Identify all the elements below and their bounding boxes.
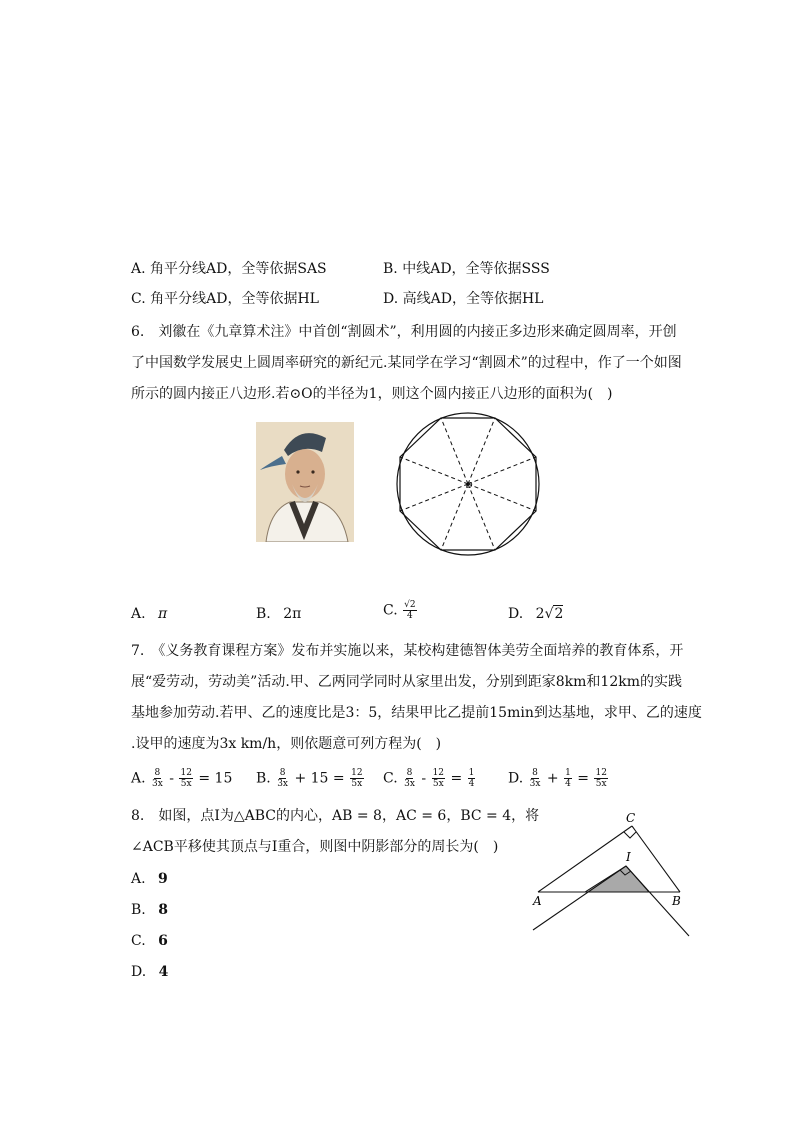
option-text: 4 [158,964,169,980]
option-label: A. [131,871,146,887]
q5-option-a [131,260,327,278]
option-label: A. [131,261,146,277]
label-c: C [626,811,636,825]
option-text: 角平分线AD，全等依据HL [150,291,319,307]
option-label: A. [131,770,146,787]
option-label: D. [508,606,524,622]
q7-option-a: A. $\frac{8}{3x}$ - $\frac{12}{5x}$ = 15 [131,768,233,789]
q7-line-3: 基地参加劳动.若甲、乙的速度比是3：5，结果甲比乙提前15min到达基地，求甲、乙的速度 [131,705,702,721]
label-b: B [672,894,681,908]
q7-option-d: D. $\frac{8}{3x}$ + $\frac{1}{4}$ = $\frac{12}{5x}$ [508,768,607,789]
q7-line-1: 7. 《义务教育课程方案》发布并实施以来，某校构建德智体美劳全面培养的教育体系，开 [131,643,684,659]
option-label: A. [131,606,146,622]
q7-option-c: C. $\frac{8}{3x}$ - $\frac{12}{5x}$ = $\frac{1}{4}$ [383,768,475,789]
q7-line-4: .设甲的速度为3x km/h，则依题意可列方程为( ) [131,736,442,752]
liu-hui-portrait-image [256,422,354,542]
q6-line-2: 了中国数学发展史上圆周率研究的新纪元.某同学在学习“割圆术”的过程中，作了一个如图 [131,355,682,371]
label-i: I [626,850,631,864]
q7-line-2: 展“爱劳动，劳动美”活动.甲、乙两同学同时从家里出发，分别到距家8km和12km的实践 [131,674,683,690]
option-label: B. [131,902,146,918]
q5-option-b [383,260,550,278]
option-label: C. [383,770,398,787]
option-label: D. [383,291,399,307]
option-label: D. [131,964,147,980]
option-text: 6 [158,933,168,949]
option-label: C. [131,291,146,307]
q6-option-b [256,605,301,623]
q8-option-c [131,932,168,950]
option-label: C. [131,933,146,949]
q8-option-a [131,870,168,888]
center-label: O [466,481,473,490]
option-text: 高线AD，全等依据HL [402,291,544,307]
option-text: π [158,606,168,622]
option-text: 中线AD，全等依据SSS [402,261,550,277]
q8-line-2: ∠ACB平移使其顶点与I重合，则图中阴影部分的周长为( ) [131,839,499,855]
q6-option-d: D. 2√2 [508,606,564,622]
option-text: 8 [158,902,168,918]
q6-option-a [131,605,167,623]
triangle-incenter-figure [528,808,694,940]
option-label: D. [508,770,524,787]
q6-line-3: 所示的圆内接正八边形.若⊙O的半径为1，则这个圆内接正八边形的面积为( ) [131,386,613,402]
q7-option-b: B. $\frac{8}{3x}$ + 15 = $\frac{12}{5x}$ [256,768,363,789]
option-text: 角平分线AD，全等依据SAS [150,261,327,277]
option-label: C. [383,602,398,619]
option-text: 2π [283,606,302,622]
q5-option-d [383,290,543,308]
option-label: B. [256,606,271,622]
octagon-in-circle-figure [395,408,541,558]
fraction: $\frac{√2}{4}$ [404,600,416,621]
option-label: B. [256,770,271,787]
q6-option-c [383,600,418,621]
label-a: A [533,894,542,908]
q8-line-1: 8. 如图，点I为△ABC的内心，AB = 8，AC = 6，BC = 4，将 [131,808,540,824]
q5-option-c [131,290,319,308]
q8-option-b [131,901,168,919]
q6-line-1: 6. 刘徽在《九章算术注》中首创“割圆术”，利用圆的内接正多边形来确定圆周率，开创 [131,324,677,340]
option-text: 9 [158,871,168,887]
option-label: B. [383,261,398,277]
q8-option-d [131,963,168,981]
